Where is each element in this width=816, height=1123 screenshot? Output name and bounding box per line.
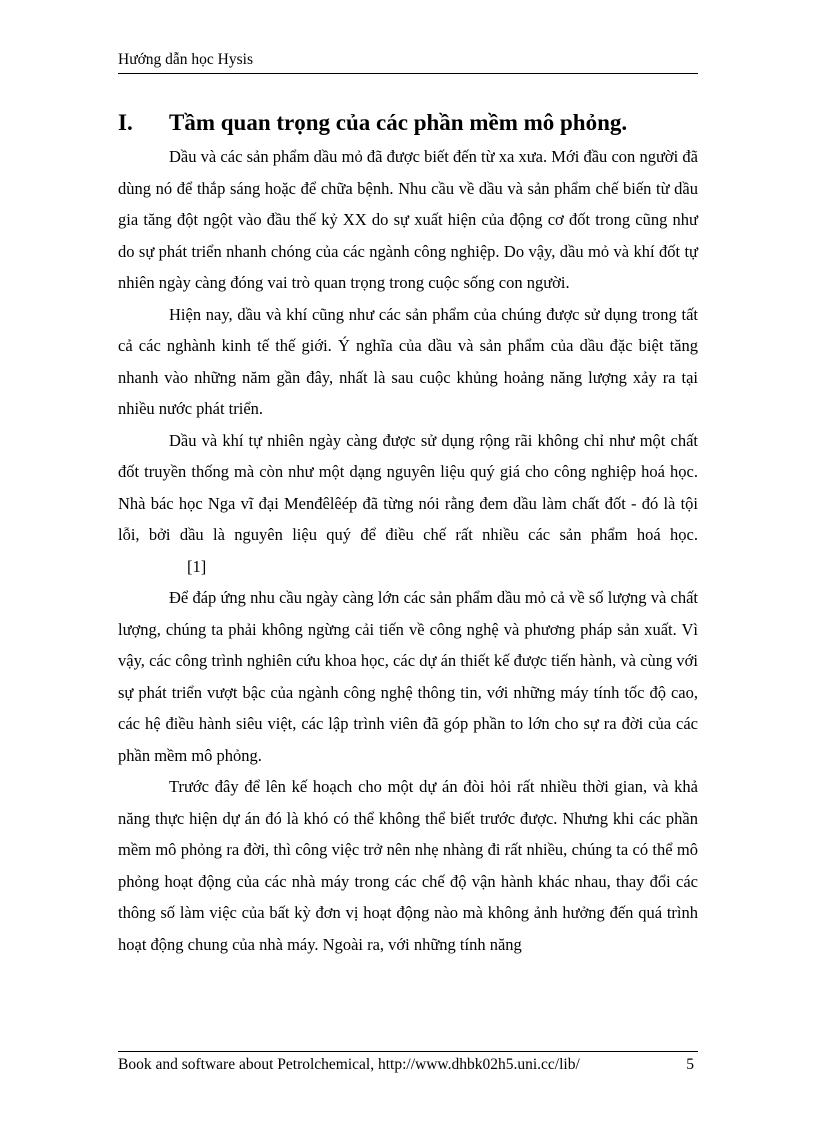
page-footer [118, 1055, 698, 1075]
paragraph: Trước đây để lên kế hoạch cho một dự án đòi hỏi rất nhiều thời gian, và khả năng thực hiện dự án đó là khó có thể không thể biết trước được. Nhưng khi các phần mềm mô phỏng ra đời, thì công việc trở nên nhẹ nhàng đi rất nhiều, chúng ta có thể mô phỏng hoạt động của các nhà máy trong các chế độ vận hành khác nhau, thay đổi các thông số làm việc của bất kỳ đơn vị hoạt động nào mà không ảnh hưởng đến quá trình hoạt động chung của nhà máy. Ngoài ra, với những tính năng [118, 777, 698, 954]
paragraph-with-citation [118, 425, 698, 583]
citation-reference: [1] [187, 556, 207, 576]
paragraph: Để đáp ứng nhu cầu ngày càng lớn các sản phẩm dầu mỏ cả về số lượng và chất lượng, chúng ta phải không ngừng cải tiến về công nghệ và phương pháp sản xuất. Vì vậy, các công trình nghiên cứu khoa học, các dự án thiết kế được tiến hành, và cùng với sự phát triển vượt bậc của ngành công nghệ thông tin, với những máy tính tốc độ cao, các hệ điều hành siêu việt, các lập trình viên đã góp phần to lớn cho sự ra đời của các phần mềm mô phỏng. [118, 588, 698, 765]
section-title: Tầm quan trọng của các phần mềm mô phỏng. [169, 110, 628, 135]
paragraph: Dầu và các sản phẩm dầu mỏ đã được biết đến từ xa xưa. Mới đầu con người đã dùng nó để thắp sáng hoặc để chữa bệnh. Nhu cầu về dầu và sản phẩm chế biến từ dầu gia tăng đột ngột vào đầu thế kỷ XX do sự xuất hiện của động cơ đốt trong cũng như do sự phát triển nhanh chóng của các ngành công nghiệp. Do vậy, dầu mỏ và khí đốt tự nhiên ngày càng đóng vai trò quan trọng trong cuộc sống con người. [118, 147, 698, 292]
page-number: 5 [686, 1056, 694, 1073]
running-header-title: Hướng dẫn học Hysis [118, 51, 253, 68]
running-header [118, 50, 698, 74]
footer-text: Book and software about Petrolchemical, http://www.dhbk02h5.uni.cc/lib/ [118, 1056, 580, 1073]
paragraph: Hiện nay, dầu và khí cũng như các sản phẩm của chúng được sử dụng trong tất cả các nghành kinh tế thế giới. Ý nghĩa của dầu và sản phẩm của dầu đặc biệt tăng nhanh vào những năm gần đây, nhất là sau cuộc khủng hoảng năng lượng xảy ra tại nhiều nước phát triển. [118, 304, 698, 418]
footer-divider [118, 1051, 698, 1052]
body-text [118, 141, 698, 960]
paragraph-text: Dầu và khí tự nhiên ngày càng được sử dụng rộng rãi không chỉ như một chất đốt truyền thống mà còn như một dạng nguyên liệu quý giá cho công nghiệp hoá học. Nhà bác học Nga vĩ đại Menđêlêép đã từng nói rằng đem dầu làm chất đốt - đó là tội lỗi, bởi dầu là nguyên liệu quý để điều chế rất nhiều các sản phẩm hoá học. [118, 430, 698, 544]
section-number: I. [118, 110, 133, 135]
section-heading [118, 107, 698, 139]
